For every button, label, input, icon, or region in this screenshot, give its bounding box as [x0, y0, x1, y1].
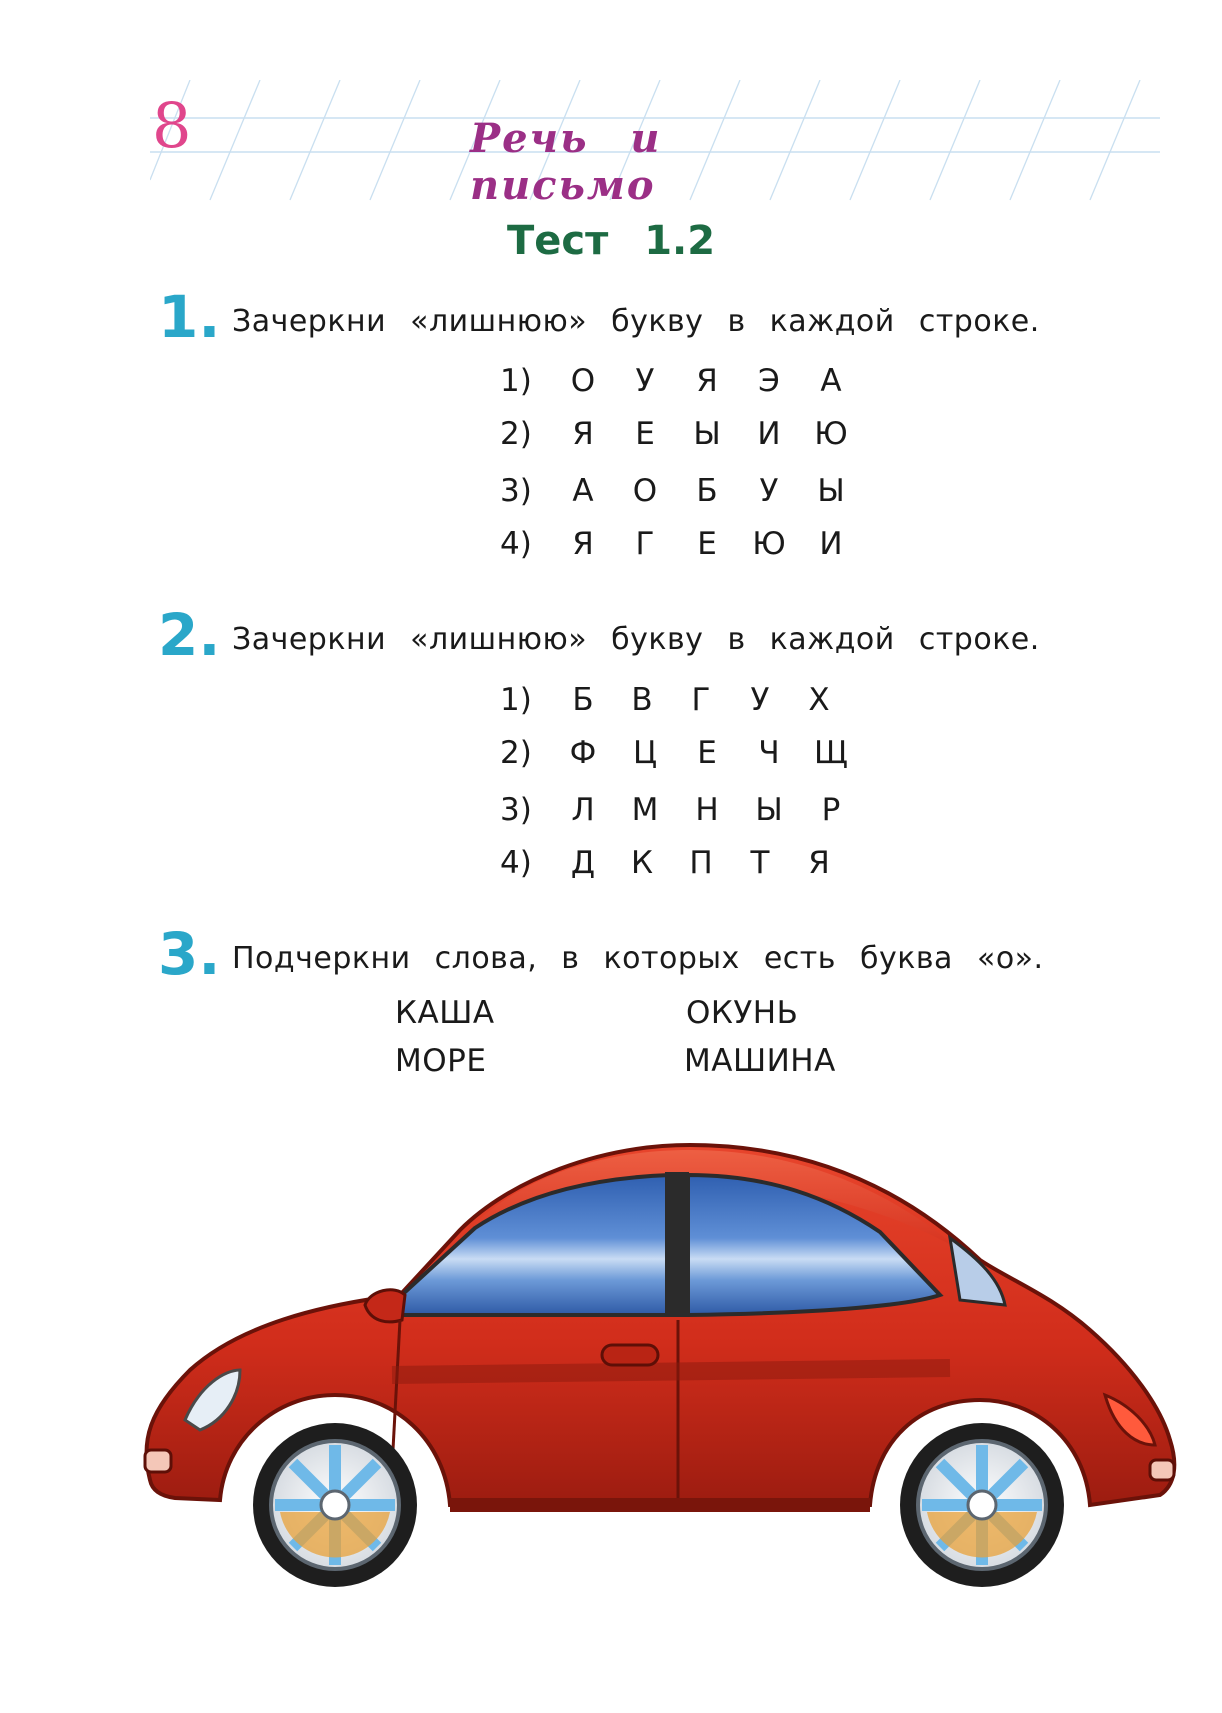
letter[interactable]: О: [570, 363, 596, 399]
row-number: 3): [500, 473, 532, 509]
letter[interactable]: Ы: [817, 473, 845, 509]
front-wheel: [253, 1423, 417, 1587]
letter[interactable]: Я: [572, 416, 594, 452]
letter[interactable]: Д: [570, 845, 596, 881]
letter[interactable]: Г: [691, 682, 711, 718]
letter[interactable]: Ю: [752, 526, 786, 562]
row-number: 3): [500, 792, 532, 828]
letter[interactable]: Л: [571, 792, 595, 828]
letter[interactable]: Е: [697, 735, 717, 771]
letter[interactable]: М: [631, 792, 659, 828]
task-number-3: 3.: [158, 920, 221, 988]
row-number: 2): [500, 735, 532, 771]
row-number: 4): [500, 845, 532, 881]
letter[interactable]: Ы: [693, 416, 721, 452]
letter[interactable]: Я: [696, 363, 718, 399]
letter[interactable]: Ы: [755, 792, 783, 828]
letter[interactable]: Я: [572, 526, 594, 562]
letter[interactable]: О: [632, 473, 658, 509]
letter[interactable]: К: [630, 845, 653, 881]
letter[interactable]: Ц: [632, 735, 658, 771]
task-instruction-3: Подчеркни слова, в которых есть буква «о».: [232, 941, 1044, 976]
row-number: 2): [500, 416, 532, 452]
task-number-2: 2.: [158, 601, 221, 669]
word-option[interactable]: ОКУНЬ: [686, 995, 799, 1031]
row-number: 1): [500, 682, 532, 718]
task-number-1: 1.: [158, 283, 221, 351]
red-car-illustration: [130, 1120, 1190, 1590]
letter[interactable]: Э: [758, 363, 780, 399]
letter[interactable]: Ч: [758, 735, 780, 771]
page-number: 8: [152, 89, 192, 162]
letter[interactable]: И: [819, 526, 843, 562]
letter[interactable]: И: [757, 416, 781, 452]
task-instruction-1: Зачеркни «лишнюю» букву в каждой строке.: [232, 304, 1040, 339]
letter[interactable]: Е: [697, 526, 717, 562]
letter[interactable]: У: [750, 682, 770, 718]
letter[interactable]: Н: [695, 792, 719, 828]
letter[interactable]: У: [635, 363, 655, 399]
letter[interactable]: В: [631, 682, 653, 718]
letter[interactable]: Х: [808, 682, 830, 718]
letter[interactable]: Т: [750, 845, 770, 881]
letter[interactable]: А: [820, 363, 842, 399]
letter[interactable]: А: [572, 473, 594, 509]
task-instruction-2: Зачеркни «лишнюю» букву в каждой строке.: [232, 622, 1040, 657]
letter[interactable]: Ф: [569, 735, 597, 771]
letter[interactable]: Щ: [814, 735, 848, 771]
letter[interactable]: Г: [635, 526, 655, 562]
row-number: 4): [500, 526, 532, 562]
test-title: Тест 1.2: [506, 218, 716, 264]
rear-wheel: [900, 1423, 1064, 1587]
letter[interactable]: Б: [572, 682, 594, 718]
word-option[interactable]: МАШИНА: [684, 1043, 836, 1079]
section-title: Речь и письмо: [470, 115, 662, 209]
letter[interactable]: П: [689, 845, 713, 881]
letter[interactable]: Е: [635, 416, 655, 452]
letter[interactable]: Р: [821, 792, 841, 828]
word-option[interactable]: КАША: [395, 995, 495, 1031]
row-number: 1): [500, 363, 532, 399]
word-option[interactable]: МОРЕ: [395, 1043, 487, 1079]
letter[interactable]: У: [759, 473, 779, 509]
letter[interactable]: Ю: [814, 416, 848, 452]
letter[interactable]: Я: [808, 845, 830, 881]
letter[interactable]: Б: [696, 473, 718, 509]
